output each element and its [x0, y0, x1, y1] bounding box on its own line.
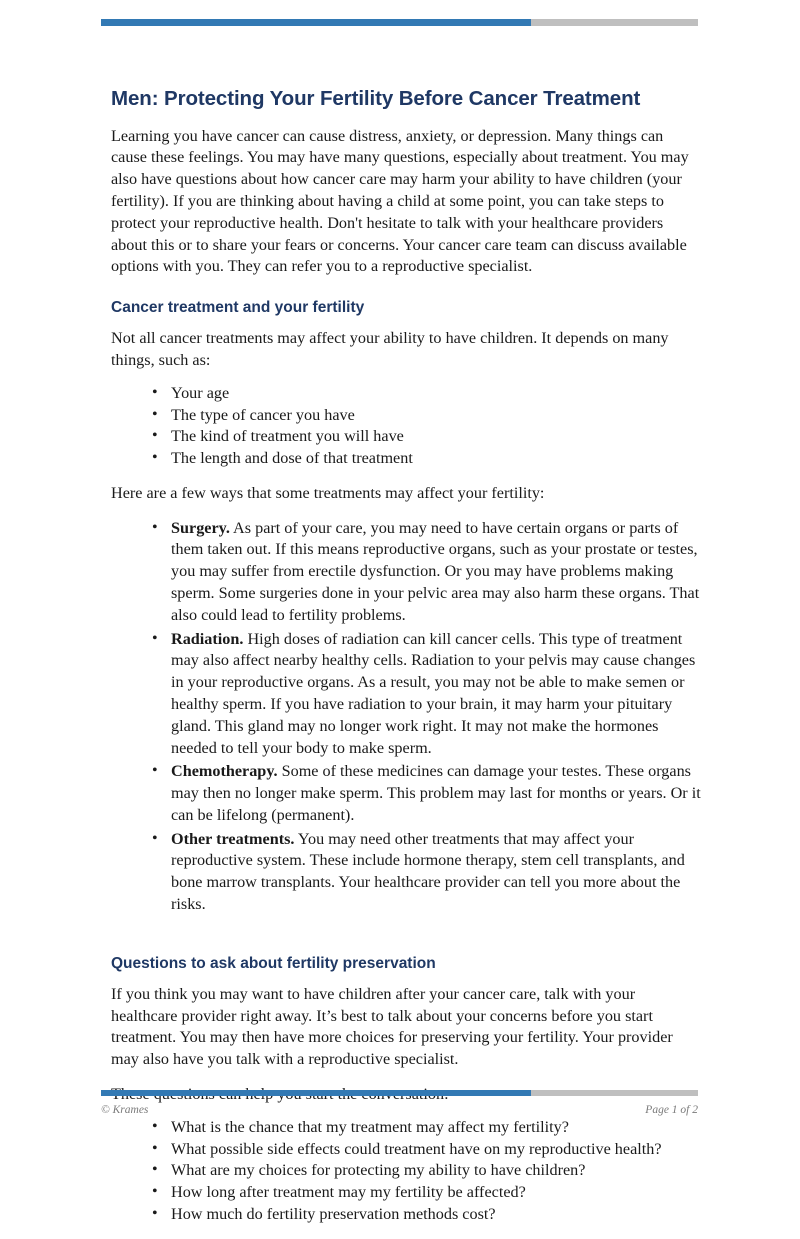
treatment-intro-paragraph: Not all cancer treatments may affect your ability to have children. It depends on many things, such as: [111, 329, 669, 370]
list-item [152, 829, 701, 916]
section-heading-treatment: Cancer treatment and your fertility [111, 299, 365, 317]
list-item: • What is the chance that my treatment may affect my fertility? [152, 1117, 701, 1139]
treatment-ways-intro: Here are a few ways that some treatments may affect your fertility: [111, 483, 545, 502]
list-item: • What are my choices for protecting my ability to have children? [152, 1160, 701, 1182]
page-title: Men: Protecting Your Fertility Before Cancer Treatment [111, 87, 641, 110]
treatment-factors-list [111, 383, 701, 470]
footer-page-number: Page 1 of 2 [645, 1104, 698, 1116]
questions-list [111, 1117, 701, 1226]
list-item: • The length and dose of that treatment [152, 448, 701, 470]
list-item-lead-in: Chemotherapy. [171, 762, 278, 781]
list-item-text: High doses of radiation can kill cancer cells. This type of treatment may also affect nearby healthy cells. Radiation to your pelvis may cause changes in your reproductive organs. As a result, you may not be able to make semen or healthy sperm. If you have radiation to your brain, it may harm your pituitary gland. This gland may no longer work right. It may not make the hormones needed to tell your body to make sperm. [171, 629, 696, 757]
list-item-lead-in: Surgery. [171, 518, 230, 537]
footer-row [101, 1104, 698, 1116]
document-content [111, 86, 701, 1239]
page-footer [101, 1090, 698, 1116]
list-item-text: Some of these medicines can damage your testes. These organs may then no longer make sperm. This problem may last for months or years. Or it can be lifelong (permanent). [171, 762, 701, 824]
list-item: • The type of cancer you have [152, 405, 701, 427]
list-item: • The kind of treatment you will have [152, 426, 701, 448]
header-progress-fill [101, 19, 531, 26]
footer-progress-fill [101, 1090, 531, 1096]
list-item-text: You may need other treatments that may affect your reproductive system. These include hormone therapy, stem cell transplants, and bone marrow transplants. Your healthcare provider can tell you more about the risks. [171, 829, 685, 913]
list-item: • What possible side effects could treatment have on my reproductive health? [152, 1139, 701, 1161]
footer-progress-bar [101, 1090, 698, 1096]
questions-intro-paragraph: If you think you may want to have children after your cancer care, talk with your healthcare provider right away. It’s best to talk about your concerns before you start treatment. You may then have more choices for preserving your fertility. Your provider may also have you talk with a reproductive specialist. [111, 984, 673, 1069]
list-item-text: As part of your care, you may need to have certain organs or parts of them taken out. If this means reproductive organs, such as your prostate or testes, you may suffer from erectile dysfunction. Or you may have problems making sperm. Some surgeries done in your pelvic area may also harm these organs. That also could lead to fertility problems. [171, 518, 700, 624]
list-item-lead-in: Other treatments. [171, 829, 295, 848]
footer-copyright: © Krames [101, 1104, 149, 1116]
list-item [152, 761, 701, 826]
header-progress-bar [101, 19, 698, 26]
treatment-ways-list [111, 518, 701, 916]
section-heading-questions: Questions to ask about fertility preservation [111, 954, 436, 972]
list-item: • How long after treatment may my fertility be affected? [152, 1182, 701, 1204]
list-item [152, 629, 701, 760]
list-item [152, 518, 701, 627]
intro-paragraph: Learning you have cancer can cause distress, anxiety, or depression. Many things can cause these feelings. You may have many questions, especially about treatment. You may also have questions about how cancer care may harm your ability to have children (your fertility). If you are thinking about having a child at some point, you can take steps to protect your reproductive health. Don't hesitate to talk with your healthcare providers about this or to share your fears or concerns. Your cancer care team can discuss available options with you. They can refer you to a reproductive specialist. [111, 126, 689, 276]
list-item: • Your age [152, 383, 701, 405]
list-item-lead-in: Radiation. [171, 629, 244, 648]
list-item: • How much do fertility preservation methods cost? [152, 1204, 701, 1226]
